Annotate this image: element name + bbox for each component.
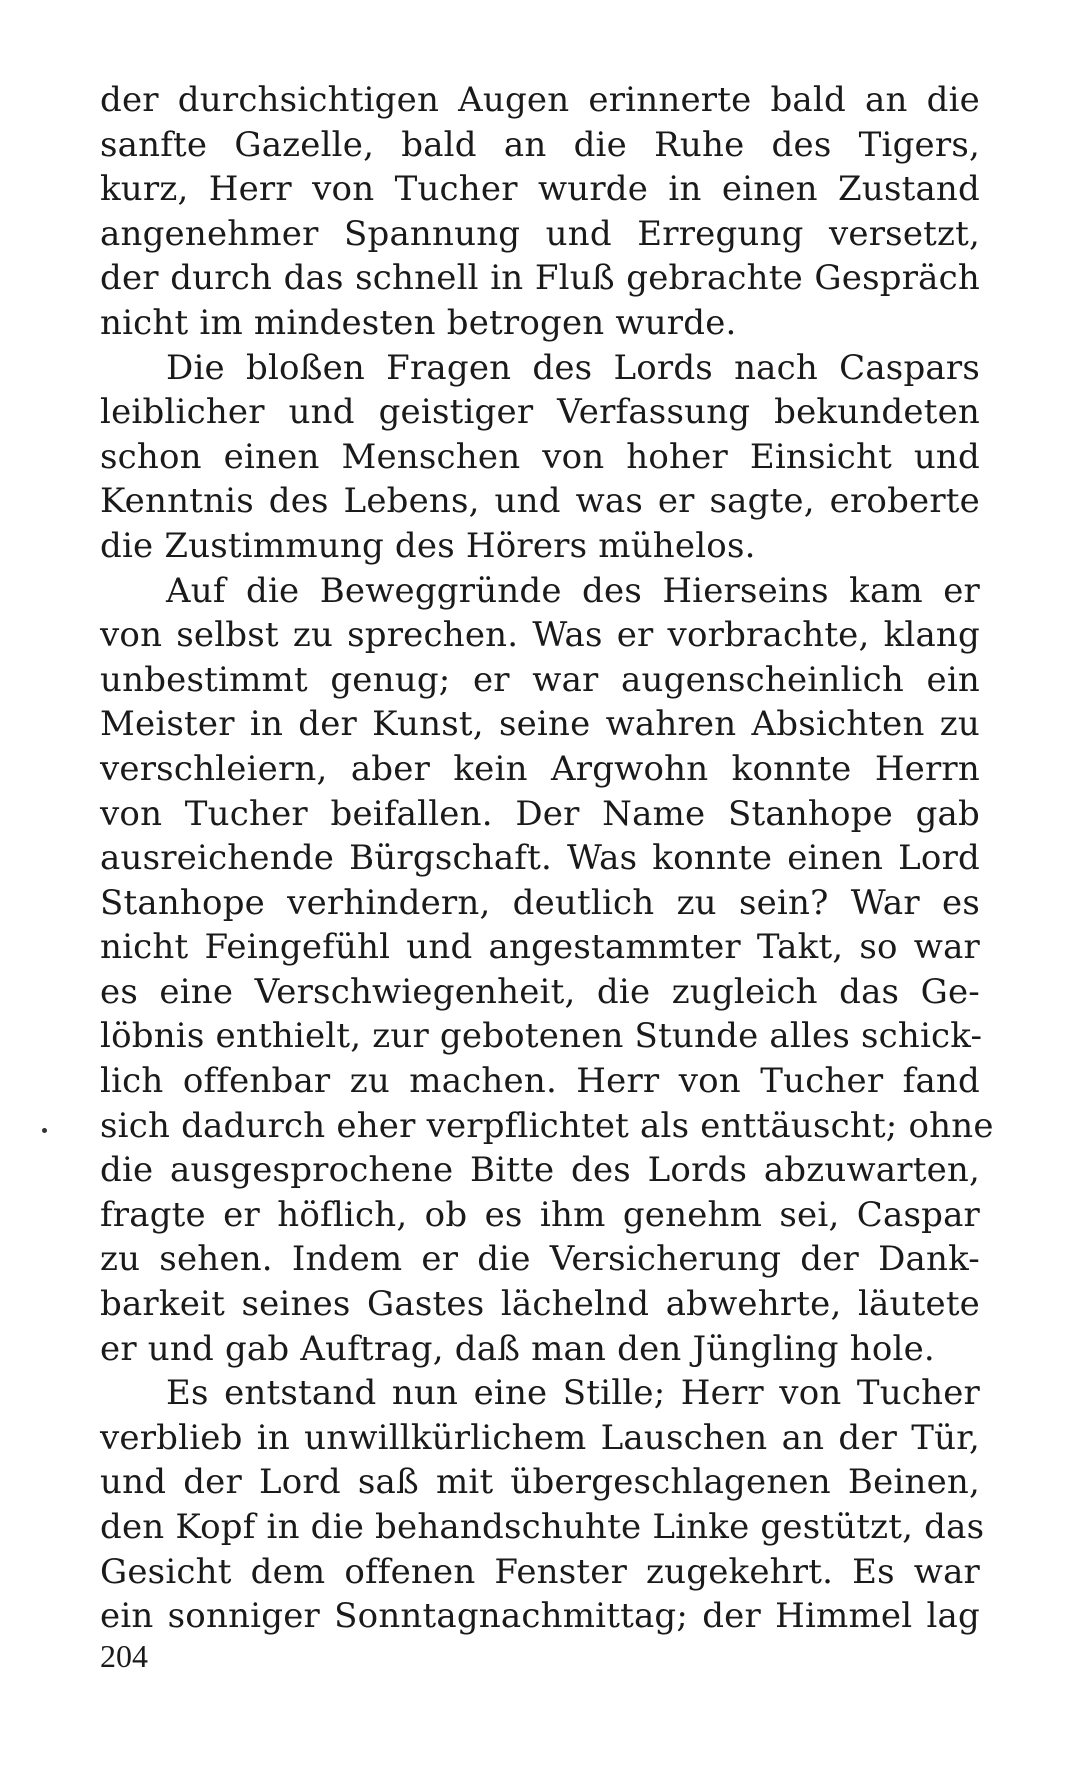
book-page xyxy=(100,78,994,1639)
text-line: unbestimmt genug; er war augenscheinlich ein xyxy=(100,659,980,700)
text-line: angenehmer Spannung und Erregung versetzt, xyxy=(100,213,980,254)
text-line: sich dadurch eher verpflichtet als enttäuscht; ohne xyxy=(100,1105,994,1146)
text-line: verschleiern, aber kein Argwohn konnte Herrn xyxy=(100,748,980,789)
text-line: von Tucher beifallen. Der Name Stanhope gab xyxy=(100,793,980,834)
text-line: und der Lord saß mit übergeschlagenen Beinen, xyxy=(100,1462,980,1503)
paragraph-end-line: nicht im mindesten betrogen wurde. xyxy=(100,302,737,343)
text-line: Kenntnis des Lebens, und was er sagte, eroberte xyxy=(100,481,980,522)
text-line: nicht Feingefühl und angestammter Takt, so war xyxy=(100,927,980,968)
paragraph-start-line: Die bloßen Fragen des Lords nach Caspars xyxy=(166,347,980,388)
text-line: es eine Verschwiegenheit, die zugleich das Ge- xyxy=(100,971,980,1012)
text-line: der durch das schnell in Fluß gebrachte Gespräch xyxy=(100,258,980,299)
text-line: die ausgesprochene Bitte des Lords abzuwarten, xyxy=(100,1150,980,1191)
paragraph-end-line: die Zustimmung des Hörers mühelos. xyxy=(100,525,756,566)
text-line: Meister in der Kunst, seine wahren Absichten zu xyxy=(100,704,980,745)
text-line: kurz, Herr von Tucher wurde in einen Zustand xyxy=(100,169,980,210)
text-line: von selbst zu sprechen. Was er vorbrachte, klang xyxy=(100,615,980,656)
text-line: leiblicher und geistiger Verfassung bekundeten xyxy=(100,392,980,433)
text-line: der durchsichtigen Augen erinnerte bald an die xyxy=(100,80,980,120)
text-line: lich offenbar zu machen. Herr von Tucher fand xyxy=(100,1061,980,1102)
text-line: den Kopf in die behandschuhte Linke gestützt, das xyxy=(100,1507,985,1547)
text-line: schon einen Menschen von hoher Einsicht und xyxy=(100,436,980,477)
text-line: zu sehen. Indem er die Versicherung der Dank- xyxy=(100,1239,980,1280)
text-line: barkeit seines Gastes lächelnd abwehrte, läutete xyxy=(100,1284,980,1325)
text-line: ein sonniger Sonntagnachmittag; der Himmel lag xyxy=(100,1596,980,1637)
text-line: Gesicht dem offenen Fenster zugekehrt. Es war xyxy=(100,1551,980,1592)
text-line: fragte er höflich, ob es ihm genehm sei, Caspar xyxy=(100,1194,980,1235)
paragraph-end-line: er und gab Auftrag, daß man den Jüngling hole. xyxy=(100,1328,935,1369)
text-line: ausreichende Bürgschaft. Was konnte einen Lord xyxy=(100,838,980,879)
paragraph-start-line: Es entstand nun eine Stille; Herr von Tucher xyxy=(166,1373,980,1414)
text-line: sanfte Gazelle, bald an die Ruhe des Tigers, xyxy=(100,124,980,165)
paragraph-start-line: Auf die Beweggründe des Hierseins kam er xyxy=(166,570,980,611)
page-number: 204 xyxy=(100,1638,148,1674)
text-line: Stanhope verhindern, deutlich zu sein? War es xyxy=(100,882,980,923)
text-line: löbnis enthielt, zur gebotenen Stunde alles schick- xyxy=(100,1016,983,1057)
scan-speck xyxy=(42,1128,47,1133)
text-line: verblieb in unwillkürlichem Lauschen an der Tür, xyxy=(100,1417,980,1458)
